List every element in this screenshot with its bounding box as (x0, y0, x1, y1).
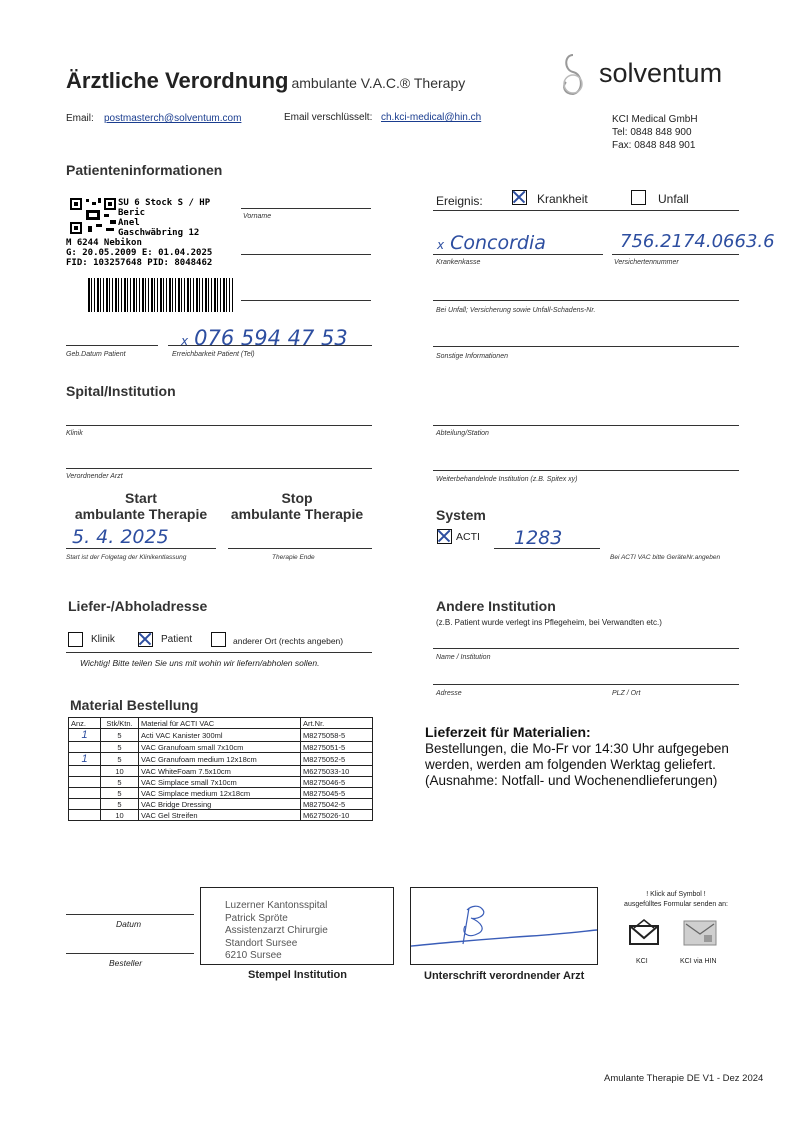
acti-number-handwritten[interactable]: 1283 (514, 527, 563, 549)
table-row (69, 788, 373, 799)
brand-name: solventum (599, 58, 723, 88)
stamp-box (200, 887, 394, 965)
label-line-2: Beric (118, 208, 146, 218)
weiter-caption: Weiterbehandelnde Institution (z.B. Spitex xy) (436, 476, 578, 483)
stk-cell: 10 (101, 766, 139, 777)
artnr-cell: M8275045-5 (301, 788, 373, 799)
table-row (69, 729, 373, 742)
acti-caption: Bei ACTI VAC bitte GeräteNr.angeben (610, 554, 721, 561)
unfall-checkbox[interactable] (631, 190, 646, 205)
qr-code-icon (68, 196, 118, 236)
stop-heading: Stop ambulante Therapie (230, 490, 364, 522)
company-tel: Tel: 0848 848 900 (612, 127, 692, 138)
sonstige-caption: Sonstige Informationen (436, 353, 508, 360)
unfall-label: Unfall (658, 192, 689, 206)
signature-caption: Unterschrift verordnender Arzt (424, 970, 585, 982)
page-title: Ärztliche Verordnung ambulante V.A.C.® Therapy (66, 68, 466, 93)
hin-mail-icon[interactable] (683, 920, 717, 946)
kci-hin-caption: KCI via HIN (680, 958, 717, 965)
versnr-caption: Versichertennummer (614, 259, 679, 266)
company-fax: Fax: 0848 848 901 (612, 140, 696, 151)
phone-handwritten[interactable]: x 076 594 47 53 (181, 326, 348, 350)
acti-checkbox[interactable] (437, 529, 452, 544)
col-material: Material für ACTI VAC (139, 718, 301, 729)
datum-caption: Datum (116, 919, 142, 929)
lieferzeit-line-3: (Ausnahme: Notfall- und Wochenendlieferungen) (425, 773, 718, 788)
anz-cell[interactable]: 1 (69, 753, 101, 766)
start-heading: Start ambulante Therapie (74, 490, 208, 522)
table-row (69, 753, 373, 766)
material-cell: VAC WhiteFoam 7.5x10cm (139, 766, 301, 777)
label-line-6: G: 20.05.2009 E: 01.04.2025 (66, 248, 213, 258)
besteller-caption: Besteller (109, 958, 143, 968)
stk-cell: 5 (101, 799, 139, 810)
lieferzeit-line-1: Bestellungen, die Mo-Fr vor 14:30 Uhr aufgegeben (425, 741, 729, 756)
stk-cell: 5 (101, 742, 139, 753)
andere-heading: Andere Institution (436, 598, 556, 614)
artnr-cell: M8275058-5 (301, 729, 373, 742)
unfall-caption: Bei Unfall; Versicherung sowie Unfall-Schadens-Nr. (436, 307, 596, 314)
material-table (68, 717, 373, 821)
spital-heading: Spital/Institution (66, 383, 176, 399)
system-heading: System (436, 507, 486, 523)
material-cell: VAC Granufoam medium 12x18cm (139, 753, 301, 766)
page-subtitle: ambulante V.A.C.® Therapy (291, 75, 466, 91)
email-label: Email: (66, 113, 94, 124)
col-stk: Stk/Ktn. (101, 718, 139, 729)
artnr-cell: M6275033-10 (301, 766, 373, 777)
anz-cell[interactable] (69, 742, 101, 753)
start-date-handwritten[interactable]: 5. 4. 2025 (72, 526, 169, 548)
andere-name-caption: Name / Institution (436, 654, 491, 661)
kci-mail-icon[interactable] (628, 918, 660, 946)
ende-caption: Therapie Ende (272, 554, 315, 561)
col-anz: Anz. (69, 718, 101, 729)
material-cell: VAC Simplace small 7x10cm (139, 777, 301, 788)
kasse-caption: Krankenkasse (436, 259, 481, 266)
table-row (69, 742, 373, 753)
stk-cell: 10 (101, 810, 139, 821)
label-line-5: M 6244 Nebikon (66, 238, 142, 248)
acti-label: ACTI (456, 531, 480, 543)
liefer-klinik-checkbox[interactable] (68, 632, 83, 647)
label-line-3: Anel (118, 218, 140, 228)
solventum-logo-icon (556, 52, 590, 98)
kasse-handwritten[interactable]: x Concordia (437, 232, 546, 254)
stk-cell: 5 (101, 788, 139, 799)
label-line-4: Gaschwäbring 12 (118, 228, 200, 238)
version-footer: Amulante Therapie DE V1 - Dez 2024 (604, 1073, 764, 1084)
patient-label-sticker (66, 194, 244, 320)
anz-cell[interactable] (69, 766, 101, 777)
stk-cell: 5 (101, 753, 139, 766)
krankheit-label: Krankheit (537, 192, 588, 206)
anz-cell[interactable]: 1 (69, 729, 101, 742)
stk-cell: 5 (101, 777, 139, 788)
signature-icon (411, 888, 597, 964)
material-heading: Material Bestellung (70, 697, 199, 713)
patient-heading: Patienteninformationen (66, 162, 223, 178)
artnr-cell: M6275026-10 (301, 810, 373, 821)
anz-cell[interactable] (69, 799, 101, 810)
material-cell: VAC Bridge Dressing (139, 799, 301, 810)
lieferzeit-title: Lieferzeit für Materialien: (425, 724, 591, 740)
enc-email-link[interactable]: ch.kci-medical@hin.ch (381, 112, 482, 123)
artnr-cell: M8275051-5 (301, 742, 373, 753)
lieferzeit-line-2: werden, werden am folgenden Werktag geliefert. (425, 757, 716, 772)
liefer-patient-checkbox[interactable] (138, 632, 153, 647)
andere-note: (z.B. Patient wurde verlegt ins Pflegeheim, bei Verwandten etc.) (436, 618, 662, 627)
artnr-cell: M8275046-5 (301, 777, 373, 788)
lieferzeit-block (425, 724, 729, 789)
table-row (69, 766, 373, 777)
signature-box[interactable] (410, 887, 598, 965)
material-cell: VAC Simplace medium 12x18cm (139, 788, 301, 799)
andere-adresse-caption: Adresse (436, 690, 462, 697)
barcode-icon (88, 278, 233, 312)
table-row (69, 799, 373, 810)
table-row (69, 810, 373, 821)
stk-cell: 5 (101, 729, 139, 742)
material-cell: VAC Granufoam small 7x10cm (139, 742, 301, 753)
krankheit-checkbox[interactable] (512, 190, 527, 205)
vorname-caption: Vorname (243, 213, 272, 220)
start-caption: Start ist der Folgetag der Klinikentlassung (66, 554, 187, 561)
anz-cell[interactable] (69, 777, 101, 788)
andere-plz-caption: PLZ / Ort (612, 690, 641, 697)
liefer-patient-label: Patient (161, 634, 193, 645)
liefer-heading: Liefer-/Abholadresse (68, 598, 208, 614)
artnr-cell: M8275042-5 (301, 799, 373, 810)
company-info (612, 113, 698, 152)
label-line-1: SU 6 Stock S / HP (118, 198, 211, 208)
ereignis-label: Ereignis: (436, 194, 483, 208)
erreich-caption: Erreichbarkeit Patient (Tel) (172, 351, 255, 358)
liefer-anderer-checkbox[interactable] (211, 632, 226, 647)
versnr-handwritten[interactable]: 756.2174.0663.6 (620, 231, 775, 252)
material-cell: VAC Gel Streifen (139, 810, 301, 821)
geb-caption: Geb.Datum Patient (66, 351, 126, 358)
stamp-text: Luzerner Kantonsspital Patrick Spröte Assistenzarzt Chirurgie Standort Sursee 6210 Sursee (225, 900, 328, 961)
send-instruction: ! Klick auf Symbol ! ausgefülltes Formular senden an: (624, 891, 728, 908)
liefer-klinik-label: Klinik (91, 634, 115, 645)
col-artnr: Art.Nr. (301, 718, 373, 729)
enc-email-label: Email verschlüsselt: (284, 112, 373, 123)
klinik-caption: Klinik (66, 430, 83, 437)
anz-cell[interactable] (69, 810, 101, 821)
label-line-7: FID: 103257648 PID: 8048462 (66, 258, 213, 268)
arzt-caption: Verordnender Arzt (66, 473, 123, 480)
abteilung-caption: Abteilung/Station (436, 430, 489, 437)
email-link[interactable]: postmasterch@solventum.com (104, 113, 242, 124)
stamp-caption: Stempel Institution (248, 969, 347, 981)
material-cell: Acti VAC Kanister 300ml (139, 729, 301, 742)
company-name: KCI Medical GmbH (612, 114, 698, 125)
artnr-cell: M8275052-5 (301, 753, 373, 766)
liefer-anderer-label: anderer Ort (rechts angeben) (233, 636, 344, 646)
kci-caption: KCI (636, 958, 648, 965)
liefer-note: Wichtig! Bitte teilen Sie uns mit wohin wir liefern/abholen sollen. (80, 658, 320, 668)
anz-cell[interactable] (69, 788, 101, 799)
table-row (69, 777, 373, 788)
